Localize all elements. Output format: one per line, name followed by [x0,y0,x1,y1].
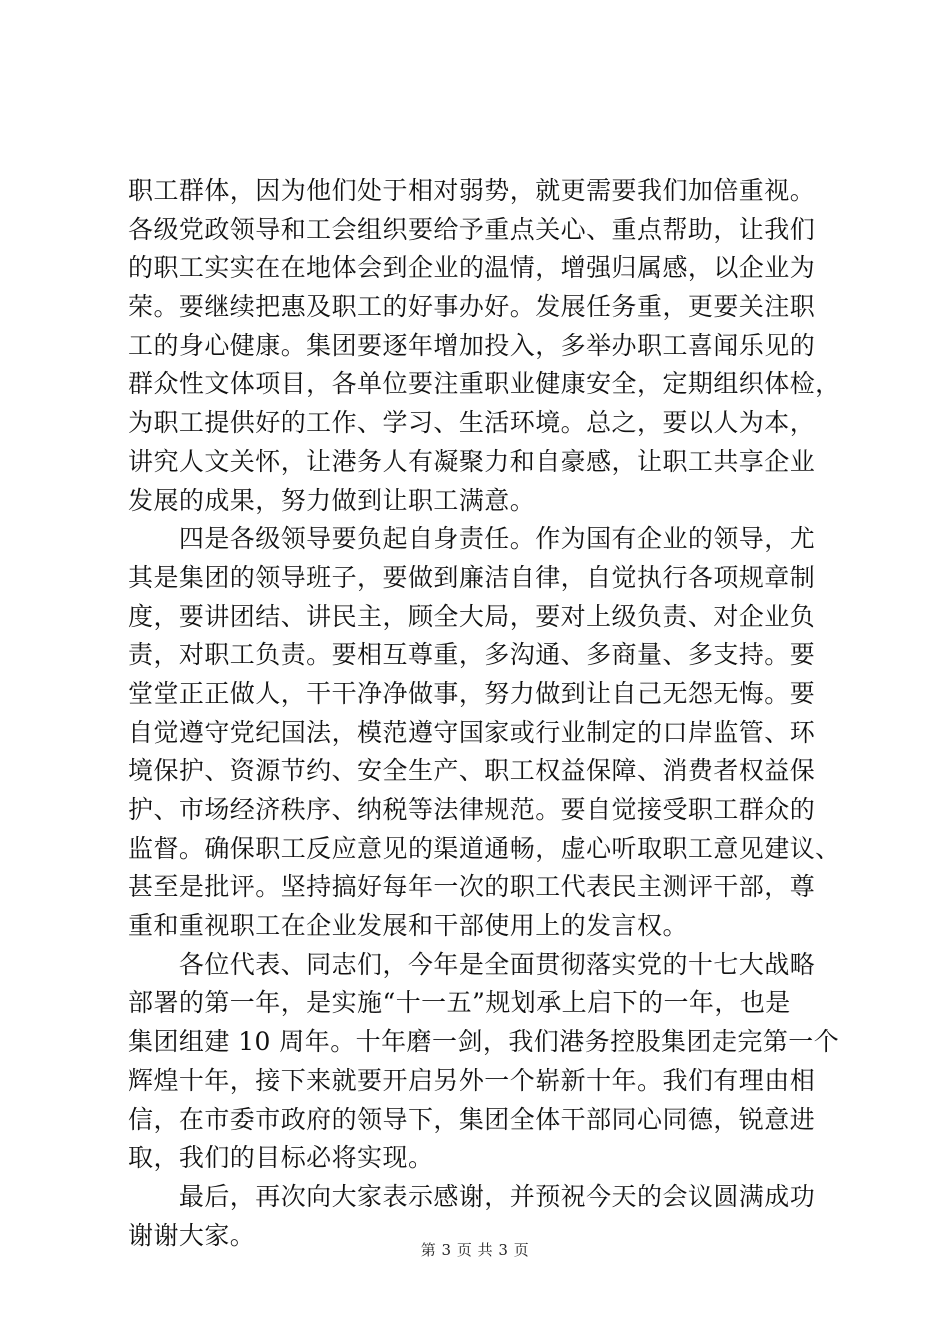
text-line: 为职工提供好的工作、学习、生活环境。总之，要以人为本， [128,408,816,438]
text-line: 度，要讲团结、讲民主，顾全大局，要对上级负责、对企业负 [128,601,816,631]
page-number-label: 第 3 页 共 3 页 [420,1241,530,1259]
text-line: 各级党政领导和工会组织要给予重点关心、重点帮助，让我们 [128,214,816,244]
text-line: 信，在市委市政府的领导下，集团全体干部同心同德，锐意进 [128,1104,816,1134]
text-line: 辉煌十年，接下来就要开启另外一个崭新十年。我们有理由相 [128,1065,816,1095]
page-footer [0,1240,950,1260]
text-line: 工的身心健康。集团要逐年增加投入，多举办职工喜闻乐见的 [128,330,816,360]
text-line: 重和重视职工在企业发展和干部使用上的发言权。 [128,911,688,941]
text-line: 各位代表、同志们，今年是全面贯彻落实党的十七大战略 [128,949,816,979]
text-line: 监督。确保职工反应意见的渠道通畅，虚心听取职工意见建议、 [128,833,841,863]
text-line: 境保护、资源节约、安全生产、职工权益保障、消费者权益保 [128,756,816,786]
text-line: 职工群体，因为他们处于相对弱势，就更需要我们加倍重视。 [128,176,816,205]
text-line: 自觉遵守党纪国法，模范遵守国家或行业制定的口岸监管、环 [128,717,816,747]
text-line: 谢谢大家。 [128,1220,256,1250]
text-line: 甚至是批评。坚持搞好每年一次的职工代表民主测评干部，尊 [128,872,816,902]
text-line: 其是集团的领导班子，要做到廉洁自律，自觉执行各项规章制 [128,562,816,592]
text-line: 荣。要继续把惠及职工的好事办好。发展任务重，更要关注职 [128,292,816,322]
text-line: 堂堂正正做人，干干净净做事，努力做到让自己无怨无悔。要 [128,678,816,708]
text-line: 部署的第一年，是实施“十一五”规划承上启下的一年，也是 [128,988,791,1018]
body-text [128,172,840,1255]
text-line: 集团组建 10 周年。十年磨一剑，我们港务控股集团走完第一个 [128,1027,840,1057]
text-line: 群众性文体项目，各单位要注重职业健康安全，定期组织体检， [128,369,841,399]
text-line: 讲究人文关怀，让港务人有凝聚力和自豪感，让职工共享企业 [128,446,816,476]
text-line: 取，我们的目标必将实现。 [128,1143,434,1173]
text-line: 最后，再次向大家表示感谢，并预祝今天的会议圆满成功 [128,1181,816,1211]
text-line: 的职工实实在在地体会到企业的温情，增强归属感，以企业为 [128,253,816,283]
text-line: 发展的成果，努力做到让职工满意。 [128,485,536,515]
text-line: 责，对职工负责。要相互尊重，多沟通、多商量、多支持。要 [128,640,816,670]
text-line: 护、市场经济秩序、纳税等法律规范。要自觉接受职工群众的 [128,795,816,824]
text-line: 四是各级领导要负起自身责任。作为国有企业的领导，尤 [128,524,816,554]
